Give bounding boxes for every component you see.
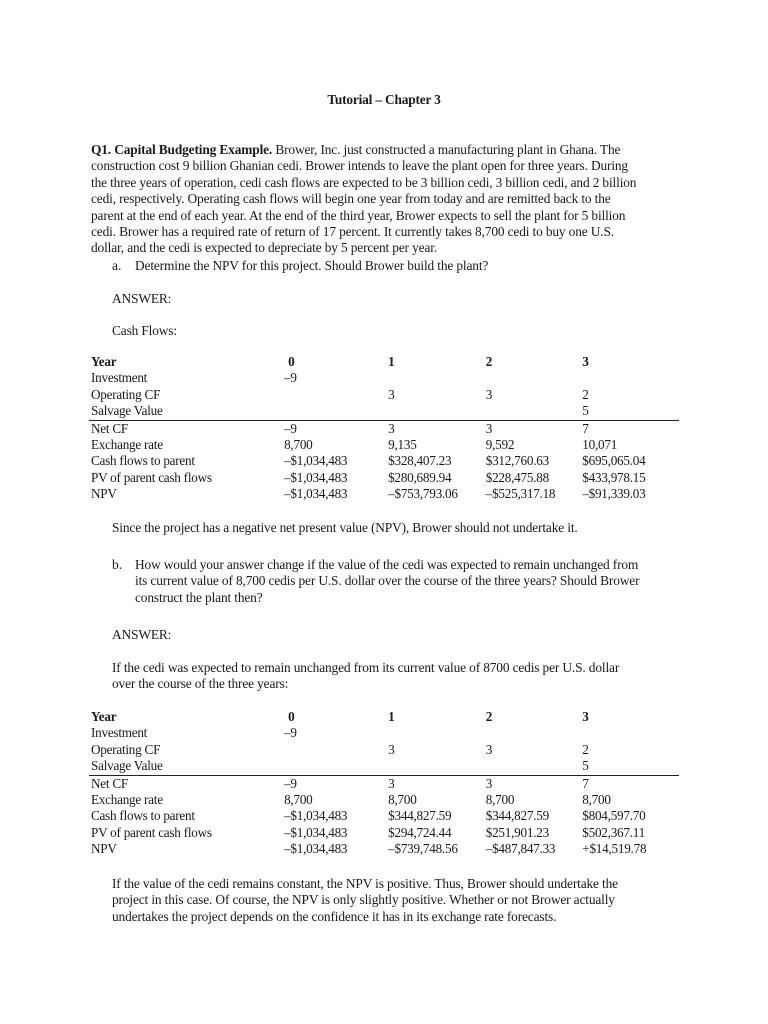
table-row: Cash flows to parent –$1,034,483 $328,407.23 $312,760.63 $695,065.04 <box>91 453 646 469</box>
part-b-question-line: construct the plant then? <box>135 589 263 605</box>
table-row: Cash flows to parent –$1,034,483 $344,827.59 $344,827.59 $804,597.70 <box>91 808 646 824</box>
question-paragraph <box>91 142 683 257</box>
table-row: Salvage Value 5 <box>91 403 589 419</box>
part-b-intro: If the cedi was expected to remain unchanged from its current value of 8700 cedis per U.S. dollar over the course of the three years: <box>112 660 620 692</box>
table-row: Investment –9 <box>91 370 297 386</box>
page-title: Tutorial – Chapter 3 <box>327 92 441 107</box>
table-header-row: Year 0 1 2 3 <box>91 354 589 369</box>
part-b-answer-label: ANSWER: <box>112 627 172 642</box>
part-b-question-line: How would your answer change if the value of the cedi was expected to remain unchanged from <box>135 557 639 572</box>
table-row: Exchange rate 8,700 8,700 8,700 8,700 <box>91 792 611 808</box>
question-line: cedi. Brower has a required rate of return of 17 percent. It currently takes 8,700 cedi to buy one U.S. <box>91 224 614 240</box>
part-a-conclusion: Since the project has a negative net present value (NPV), Brower should not undertake it. <box>112 520 578 535</box>
part-b-question-line: its current value of 8,700 cedis per U.S. dollar over the course of the three years? Should Brower <box>135 573 640 589</box>
part-a-answer-label: ANSWER: <box>112 291 172 306</box>
table-row: PV of parent cash flows –$1,034,483 $294,724.44 $251,901.23 $502,367.11 <box>91 824 645 840</box>
table-row: NPV –$1,034,483 –$753,793.06 –$525,317.18 –$91,339.03 <box>91 486 646 502</box>
table-row: PV of parent cash flows –$1,034,483 $280,689.94 $228,475.88 $433,978.15 <box>91 469 646 485</box>
table-row: Net CF –9 3 3 7 <box>89 420 679 437</box>
table-row: Salvage Value 5 <box>91 758 589 774</box>
question-line: parent at the end of each year. At the end of the third year, Brower expects to sell the plant for 5 billion <box>91 207 626 223</box>
question-line: dollar, and the cedi is expected to depreciate by 5 percent per year. <box>91 240 438 256</box>
question-line: Q1. Capital Budgeting Example. Brower, Inc. just constructed a manufacturing plant in Ghana. The <box>91 142 621 157</box>
question-label: Q1. Capital Budgeting Example. <box>91 142 273 157</box>
part-b-conclusion: If the value of the cedi remains constant, the NPV is positive. Thus, Brower should undertake the project in this case. Of course, the NPV is only slightly positive. Whether or not Brower actually undertakes the project depends on the confidence it has in its exchange rate forecasts. <box>112 876 618 924</box>
cash-flows-label: Cash Flows: <box>112 323 177 338</box>
cash-flow-table-b <box>89 709 679 858</box>
table-row: Operating CF 3 3 2 <box>91 386 589 402</box>
question-line: the three years of operation, cedi cash flows are expected to be 3 billion cedi, 3 billion cedi, and 2 billion <box>91 174 637 190</box>
question-line: cedi, respectively. Operating cash flows will begin one year from today and are remitted back to the <box>91 191 611 207</box>
question-line: construction cost 9 billion Ghanian cedi. Brower intends to leave the plant open for three years. During <box>91 158 628 174</box>
cash-flow-table-a <box>89 354 679 503</box>
table-header-row: Year 0 1 2 3 <box>91 709 589 724</box>
part-a-question-text: Determine the NPV for this project. Should Brower build the plant? <box>135 258 489 273</box>
table-row: NPV –$1,034,483 –$739,748.56 –$487,847.33 +$14,519.78 <box>91 841 647 857</box>
part-b-marker: b. <box>112 557 123 572</box>
part-a-marker: a. <box>112 258 122 273</box>
table-row: Net CF –9 3 3 7 <box>89 775 679 792</box>
table-row: Exchange rate 8,700 9,135 9,592 10,071 <box>91 437 618 453</box>
table-row: Operating CF 3 3 2 <box>91 741 589 757</box>
table-row: Investment –9 <box>91 725 297 741</box>
